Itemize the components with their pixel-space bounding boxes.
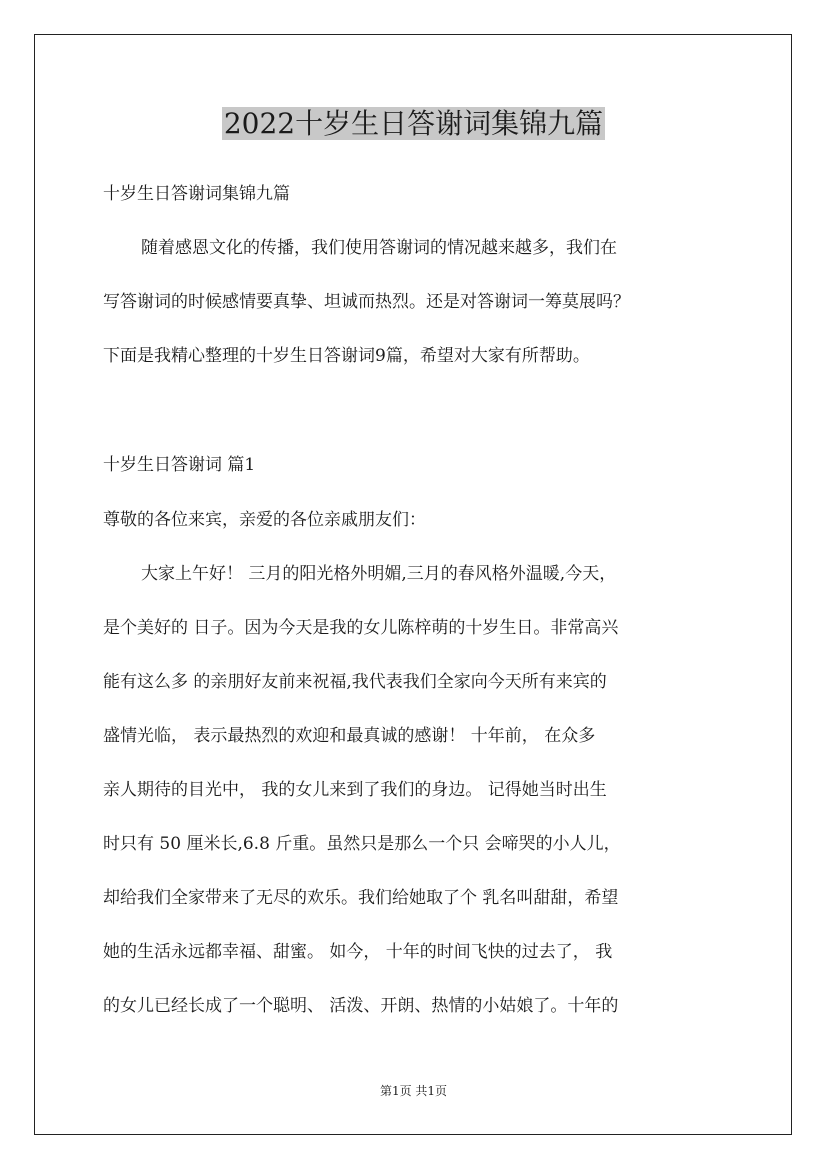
body-line: 的女儿已经长成了一个聪明、 活泼、开朗、热情的小姑娘了。十年的: [103, 996, 619, 1016]
section-heading: 十岁生日答谢词 篇1: [103, 455, 256, 475]
document-subtitle: 十岁生日答谢词集锦九篇: [103, 184, 290, 204]
greeting: 尊敬的各位来宾，亲爱的各位亲戚朋友们：: [103, 510, 426, 530]
body-line: 盛情光临， 表示最热烈的欢迎和最真诚的感谢！ 十年前， 在众多: [103, 726, 596, 746]
page-footer: 第1页 共1页: [379, 1084, 448, 1098]
body-line: 时只有 50 厘米长,6.8 斤重。虽然只是那么一个只 会啼哭的小人儿，: [103, 834, 621, 854]
body-line: 亲人期待的目光中， 我的女儿来到了我们的身边。 记得她当时出生: [103, 780, 607, 800]
body-line: 是个美好的 日子。因为今天是我的女儿陈梓萌的十岁生日。非常高兴: [103, 618, 619, 638]
document-title-text: 2022十岁生日答谢词集锦九篇: [223, 107, 604, 140]
body-line: 却给我们全家带来了无尽的欢乐。我们给她取了个 乳名叫甜甜，希望: [103, 888, 619, 908]
intro-line: 下面是我精心整理的十岁生日答谢词9篇，希望对大家有所帮助。: [103, 346, 590, 366]
intro-line: 写答谢词的时候感情要真挚、坦诚而热烈。还是对答谢词一筹莫展吗？: [103, 292, 630, 312]
body-line: 大家上午好！ 三月的阳光格外明媚,三月的春风格外温暖,今天，: [141, 564, 617, 584]
document-title: [0, 104, 827, 144]
intro-line: 随着感恩文化的传播，我们使用答谢词的情况越来越多，我们在: [141, 238, 617, 258]
body-line: 她的生活永远都幸福、甜蜜。 如今， 十年的时间飞快的过去了， 我: [103, 942, 613, 962]
body-line: 能有这么多 的亲朋好友前来祝福,我代表我们全家向今天所有来宾的: [103, 672, 607, 692]
